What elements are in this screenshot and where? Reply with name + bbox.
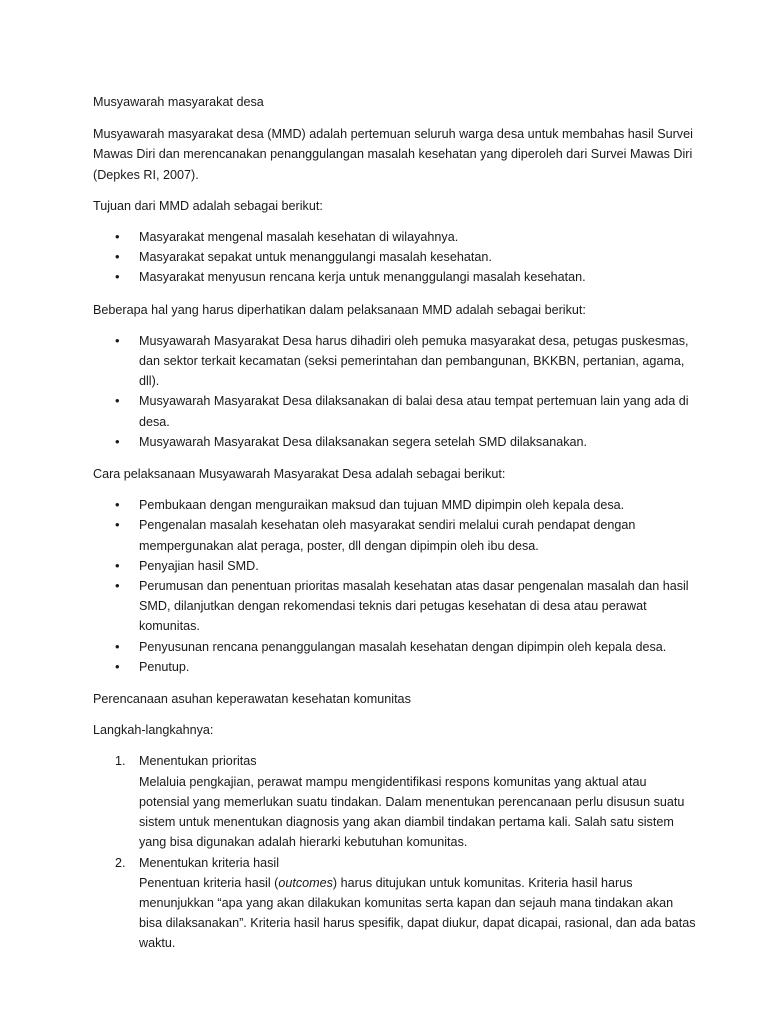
list-item — [93, 515, 698, 555]
bullet-icon: • — [115, 658, 120, 674]
list-item-text: Pembukaan dengan menguraikan maksud dan tujuan MMD dipimpin oleh kepala desa. — [139, 498, 625, 513]
numbered-item-body: Melaluia pengkajian, perawat mampu mengidentifikasi respons komunitas yang aktual atau potensial yang memerlukan suatu tindakan. Dalam menentukan perencanaan perlu disusun suatu sistem untuk menentukan diagnosis yang akan diambil tindakan pertama kali. Salah satu sistem yang bisa digunakan adalah hierarki kebutuhan komunitas. — [139, 774, 685, 850]
list-item — [93, 556, 698, 576]
bullet-icon: • — [115, 433, 120, 449]
planning-steps-intro: Langkah-langkahnya: — [93, 723, 214, 738]
bullet-icon: • — [115, 497, 120, 513]
bullet-icon: • — [115, 229, 120, 245]
page-title: Musyawarah masyarakat desa — [93, 95, 264, 109]
body-text-before: Penentuan kriteria hasil ( — [139, 875, 279, 890]
list-item-text: Masyarakat menyusun rencana kerja untuk menanggulangi masalah kesehatan. — [139, 270, 586, 285]
list-item-text: Masyarakat sepakat untuk menanggulangi masalah kesehatan. — [139, 250, 492, 265]
goals-intro: Tujuan dari MMD adalah sebagai berikut: — [93, 198, 323, 213]
list-item-text: Musyawarah Masyarakat Desa harus dihadiri oleh pemuka masyarakat desa, petugas puskesmas, dan sektor terkait kecamatan (seksi pemerintahan dan pembangunan, BKKBN, pertanian, agama, dll). — [139, 333, 689, 389]
list-item — [93, 247, 698, 267]
bullet-icon: • — [115, 269, 120, 285]
numbered-item — [93, 853, 698, 954]
notes-list — [93, 331, 698, 452]
list-item — [93, 637, 698, 657]
planning-steps-list — [93, 751, 698, 953]
notes-intro: Beberapa hal yang harus diperhatikan dalam pelaksanaan MMD adalah sebagai berikut: — [93, 302, 586, 317]
list-item-text: Perumusan dan penentuan prioritas masalah kesehatan atas dasar pengenalan masalah dan hasil SMD, dilanjutkan dengan rekomendasi teknis dari petugas kesehatan di desa atau perawat komunitas. — [139, 579, 689, 634]
list-item — [93, 432, 698, 452]
steps-list — [93, 495, 698, 677]
steps-intro: Cara pelaksanaan Musyawarah Masyarakat Desa adalah sebagai berikut: — [93, 467, 506, 482]
goals-list — [93, 227, 698, 288]
numbered-item — [93, 751, 698, 852]
planning-heading: Perencanaan asuhan keperawatan kesehatan komunitas — [93, 692, 411, 707]
bullet-icon: • — [115, 249, 120, 265]
bullet-icon: • — [115, 638, 120, 654]
item-number: 1. — [115, 754, 126, 769]
list-item — [93, 657, 698, 677]
list-item-text: Pengenalan masalah kesehatan oleh masyarakat sendiri melalui curah pendapat dengan mempergunakan alat peraga, poster, dll dengan dipimpin oleh ibu desa. — [139, 518, 636, 553]
list-item-text: Penyajian hasil SMD. — [139, 558, 259, 573]
numbered-item-body — [139, 873, 698, 954]
definition-paragraph: Musyawarah masyarakat desa (MMD) adalah pertemuan seluruh warga desa untuk membahas hasil Survei Mawas Diri dan merencanakan penanggulangan masalah kesehatan yang diperoleh dari Survei Mawas Diri (Depkes RI, 2007). — [93, 127, 693, 182]
bullet-icon: • — [115, 578, 120, 594]
bullet-icon: • — [115, 332, 120, 348]
list-item — [93, 391, 698, 431]
bullet-icon: • — [115, 517, 120, 533]
list-item-text: Musyawarah Masyarakat Desa dilaksanakan segera setelah SMD dilaksanakan. — [139, 434, 588, 449]
item-number: 2. — [115, 855, 126, 870]
list-item-text: Penutup. — [139, 659, 190, 674]
list-item-text: Musyawarah Masyarakat Desa dilaksanakan di balai desa atau tempat pertemuan lain yang ada di desa. — [139, 394, 689, 429]
list-item-text: Penyusunan rencana penanggulangan masalah kesehatan dengan dipimpin oleh kepala desa. — [139, 639, 667, 654]
list-item — [93, 267, 698, 287]
bullet-icon: • — [115, 393, 120, 409]
bullet-icon: • — [115, 557, 120, 573]
body-italic-term: outcomes — [278, 875, 333, 890]
list-item — [93, 576, 698, 637]
numbered-item-title: Menentukan kriteria hasil — [139, 855, 280, 870]
body-text-after: ) harus ditujukan untuk komunitas. Kriteria hasil harus menunjukkan “apa yang akan dilakukan komunitas serta kapan dan sejauh mana tindakan akan bisa dilaksanakan”. Kriteria hasil harus spesifik, dapat diukur, dapat dicapai, rasional, dan ada batas waktu. — [139, 875, 696, 951]
list-item — [93, 227, 698, 247]
list-item — [93, 331, 698, 392]
list-item-text: Masyarakat mengenal masalah kesehatan di wilayahnya. — [139, 230, 459, 245]
list-item — [93, 495, 698, 515]
numbered-item-title: Menentukan prioritas — [139, 754, 257, 769]
